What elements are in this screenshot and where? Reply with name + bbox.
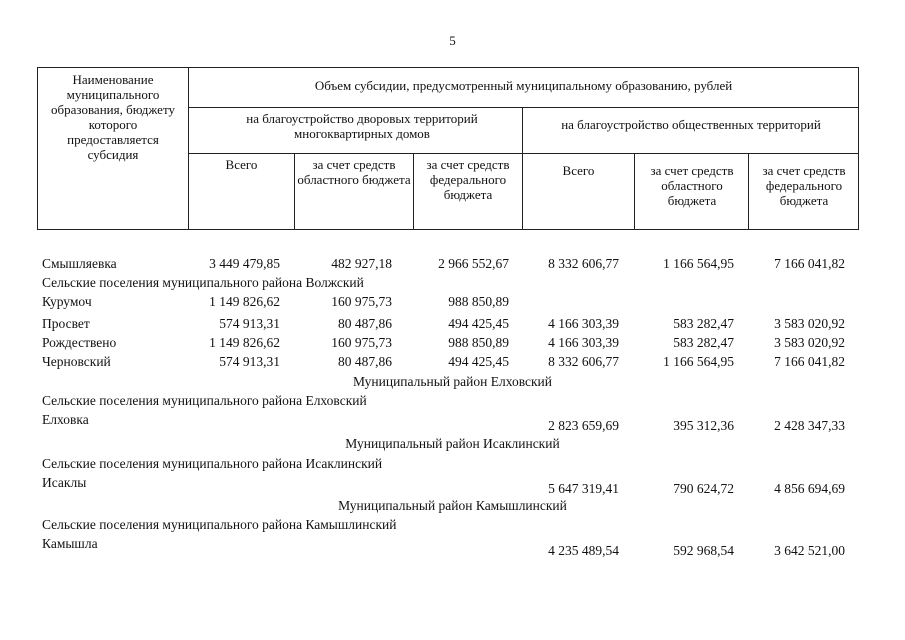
value-regional-public: 1 166 564,95 <box>663 256 734 271</box>
row-name: Исаклы <box>42 475 87 490</box>
header-main-title: Объем субсидии, предусмотренный муниципальному образованию, рублей <box>314 78 733 93</box>
header-divider-title <box>188 107 859 108</box>
value-total-courtyard: 1 149 826,62 <box>209 294 280 309</box>
row-name: Просвет <box>42 316 90 331</box>
header-border-top <box>37 67 859 68</box>
value-federal-public: 3 642 521,00 <box>774 543 845 558</box>
value-regional-public: 1 166 564,95 <box>663 354 734 369</box>
section-label: Сельские поселения муниципального района Волжский <box>42 275 364 290</box>
section-label: Сельские поселения муниципального района Исаклинский <box>42 456 383 471</box>
value-federal-public: 3 583 020,92 <box>774 335 845 350</box>
value-federal-public: 2 428 347,33 <box>774 418 845 433</box>
value-federal-public: 4 856 694,69 <box>774 481 845 496</box>
table-row <box>0 335 905 355</box>
district-heading <box>0 436 905 456</box>
value-regional-public: 395 312,36 <box>673 418 734 433</box>
value-federal-courtyard: 494 425,45 <box>448 316 509 331</box>
table-row <box>0 316 905 336</box>
district-label: Муниципальный район Елховский <box>352 374 553 389</box>
header-border-right <box>858 67 859 230</box>
header-federal-1: за счет средств федерального бюджета <box>426 157 510 202</box>
header-border-bottom <box>37 229 859 230</box>
table-row <box>0 256 905 276</box>
value-total-courtyard: 3 449 479,85 <box>209 256 280 271</box>
header-border-left <box>37 67 38 230</box>
header-divider-sub2 <box>413 153 414 230</box>
row-name: Рождествено <box>42 335 117 350</box>
header-group-public: на благоустройство общественных территорий <box>561 117 821 132</box>
table-row-values <box>0 418 905 438</box>
section-label: Сельские поселения муниципального района Елховский <box>42 393 367 408</box>
header-divider-sub1 <box>294 153 295 230</box>
value-total-courtyard: 574 913,31 <box>219 316 280 331</box>
header-regional-1: за счет средств областного бюджета <box>297 157 411 187</box>
value-regional-courtyard: 160 975,73 <box>331 335 392 350</box>
header-regional-2: за счет средств областного бюджета <box>650 163 734 208</box>
value-total-public: 5 647 319,41 <box>548 481 619 496</box>
value-total-public: 4 235 489,54 <box>548 543 619 558</box>
section-heading <box>0 275 905 295</box>
section-heading <box>0 456 905 476</box>
table-row-values <box>0 543 905 563</box>
row-name: Камышла <box>42 536 98 551</box>
page-number: 5 <box>449 33 456 48</box>
value-federal-public: 3 583 020,92 <box>774 316 845 331</box>
value-total-public: 4 166 303,39 <box>548 335 619 350</box>
value-regional-courtyard: 160 975,73 <box>331 294 392 309</box>
district-heading <box>0 374 905 394</box>
district-label: Муниципальный район Камышлинский <box>338 498 567 513</box>
header-divider-subcols <box>188 153 859 154</box>
header-total-2: Всего <box>562 163 595 178</box>
value-federal-courtyard: 988 850,89 <box>448 335 509 350</box>
value-total-public: 4 166 303,39 <box>548 316 619 331</box>
header-total-1: Всего <box>225 157 258 172</box>
row-name: Черновский <box>42 354 111 369</box>
value-regional-public: 790 624,72 <box>673 481 734 496</box>
value-regional-public: 583 282,47 <box>673 335 734 350</box>
district-label: Муниципальный район Исаклинский <box>345 436 560 451</box>
value-regional-courtyard: 482 927,18 <box>331 256 392 271</box>
header-divider-sub4 <box>634 153 635 230</box>
header-col-name: Наименование муниципального образования, бюджету которого предоставляется субсидия <box>51 72 175 162</box>
table-row <box>0 354 905 374</box>
header-group-courtyard: на благоустройство дворовых территорий многоквартирных домов <box>246 111 478 141</box>
value-total-public: 8 332 606,77 <box>548 256 619 271</box>
value-regional-courtyard: 80 487,86 <box>338 316 392 331</box>
value-federal-public: 7 166 041,82 <box>774 354 845 369</box>
header-divider-sub5 <box>748 153 749 230</box>
value-federal-public: 7 166 041,82 <box>774 256 845 271</box>
section-heading <box>0 517 905 537</box>
value-total-public: 2 823 659,69 <box>548 418 619 433</box>
table-row <box>0 294 905 314</box>
row-name: Елховка <box>42 412 89 427</box>
value-total-public: 8 332 606,77 <box>548 354 619 369</box>
district-heading <box>0 498 905 518</box>
value-federal-courtyard: 494 425,45 <box>448 354 509 369</box>
value-federal-courtyard: 2 966 552,67 <box>438 256 509 271</box>
value-total-courtyard: 1 149 826,62 <box>209 335 280 350</box>
row-name: Смышляевка <box>42 256 117 271</box>
table-header <box>37 67 859 230</box>
value-regional-public: 592 968,54 <box>673 543 734 558</box>
section-heading <box>0 393 905 413</box>
section-label: Сельские поселения муниципального района Камышлинский <box>42 517 397 532</box>
value-federal-courtyard: 988 850,89 <box>448 294 509 309</box>
value-regional-courtyard: 80 487,86 <box>338 354 392 369</box>
value-total-courtyard: 574 913,31 <box>219 354 280 369</box>
value-regional-public: 583 282,47 <box>673 316 734 331</box>
row-name: Курумоч <box>42 294 92 309</box>
header-federal-2: за счет средств федерального бюджета <box>762 163 846 208</box>
